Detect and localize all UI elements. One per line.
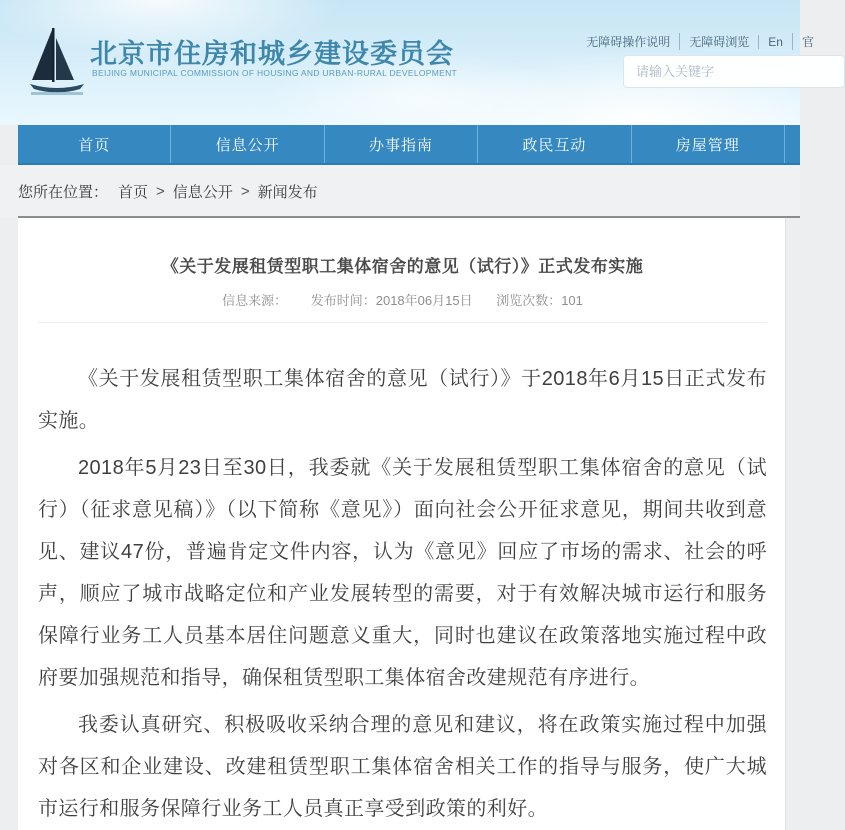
article-meta — [38, 290, 767, 309]
nav-clipped-item — [785, 125, 800, 163]
breadcrumb-separator: > — [156, 183, 165, 200]
article-body — [38, 358, 767, 830]
page-title: 《关于发展租赁型职工集体宿舍的意见（试行）》正式发布实施 — [161, 257, 644, 276]
breadcrumb-separator: > — [240, 183, 250, 200]
breadcrumb-prefix: 您所在位置： — [18, 184, 109, 201]
main-content — [0, 218, 800, 830]
breadcrumb-item-news-release[interactable]: 新闻发布 — [257, 184, 318, 201]
main-nav — [18, 125, 800, 165]
meta-source: 信息来源： — [222, 293, 288, 308]
nav-item-information-disclosure[interactable]: 信息公开 — [171, 125, 324, 163]
english-version-link[interactable]: En — [758, 35, 783, 49]
accessibility-instructions-link[interactable]: 无障碍操作说明 — [586, 35, 671, 49]
breadcrumb — [0, 165, 800, 218]
meta-divider — [38, 322, 767, 323]
meta-view-count: 浏览次数：101 — [496, 293, 583, 308]
nav-item-public-interaction[interactable]: 政民互动 — [478, 125, 631, 163]
article-paragraph: 我委认真研究、积极吸收采纳合理的意见和建议，将在政策实施过程中加强对各区和企业建设、改建租赁型职工集体宿舍相关工作的指导与服务，使广大城市运行和服务保障行业务工人员真正享受到政策的利好。 — [38, 714, 767, 820]
search-input[interactable] — [624, 56, 844, 87]
sailboat-logo-icon — [28, 28, 86, 100]
breadcrumb-item-information-disclosure[interactable]: 信息公开 — [172, 184, 233, 201]
article-card — [18, 218, 786, 830]
utility-links — [586, 33, 814, 50]
nav-item-service-guide[interactable]: 办事指南 — [325, 125, 478, 163]
meta-publish-time: 发布时间：2018年06月15日 — [310, 293, 473, 308]
org-name: 北京市住房和城乡建设委员会 — [90, 39, 454, 69]
nav-item-housing-management[interactable]: 房屋管理 — [632, 125, 785, 163]
accessibility-browse-link[interactable]: 无障碍浏览 — [679, 33, 749, 50]
clipped-link[interactable]: 官 — [792, 33, 814, 50]
org-name-english: BEIJING MUNICIPAL COMMISSION OF HOUSING AND URBAN-RURAL DEVELOPMENT — [92, 68, 458, 78]
article-paragraph: 2018年5月23日至30日，我委就《关于发展租赁型职工集体宿舍的意见（试行）（征求意见稿）》（以下简称《意见》）面向社会公开征求意见，期间共收到意见、建议47份，普遍肯定文件内容，认为《意见》回应了市场的需求、社会的呼声，顺应了城市战略定位和产业发展转型的需要，对于有效解决城市运行和服务保障行业务工人员基本居住问题意义重大，同时也建议在政策落地实施过程中政府要加强规范和指导，确保租赁型职工集体宿舍改建规范有序进行。 — [38, 457, 767, 689]
article-paragraph: 《关于发展租赁型职工集体宿舍的意见（试行）》于2018年6月15日正式发布实施。 — [38, 368, 767, 432]
breadcrumb-item-home[interactable]: 首页 — [118, 184, 149, 201]
search-box — [623, 55, 845, 88]
site-header — [0, 0, 814, 125]
nav-item-home[interactable]: 首页 — [18, 125, 171, 163]
